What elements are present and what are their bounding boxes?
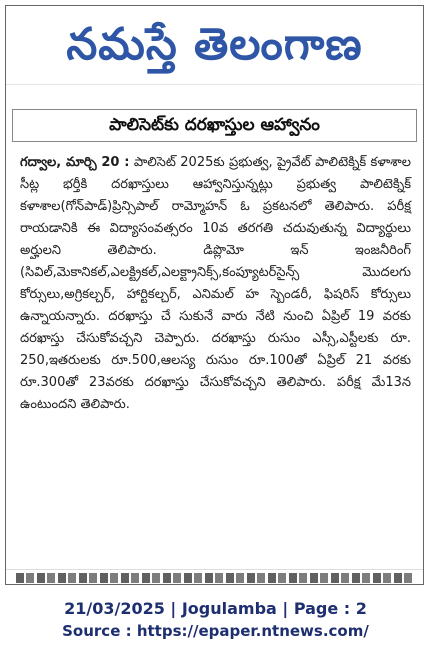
clip-footer — [0, 598, 431, 642]
masthead — [6, 6, 423, 85]
newspaper-clipping — [5, 5, 424, 585]
footer-date-edition-page: 21/03/2025 | Jogulamba | Page : 2 — [64, 599, 367, 618]
newspaper-logo: నమస్తే తెలంగాణ — [66, 19, 363, 70]
article-body-block — [6, 152, 423, 416]
cropped-text-strip — [16, 573, 413, 583]
cropped-next-headline — [6, 569, 423, 584]
article-body-text: పాలిసెట్ 2025కు ప్రభుత్వ, ప్రైవేట్ పాలిటెక్నిక్ కళాశాల సీట్ల భర్తీకి దరఖాస్తులు ఆహ్వానిస్తున్నట్లు ప్రభుత్వ పాలిటెక్నిక్ కళాశాల(గోన్‌పాడ్)ప్రిన్సిపాల్ రామ్మోహన్ ఓ ప్రకటనలో తెలిపారు. పరీక్ష రాయడానికి ఈ విద్యాసంవత్సరం 10వ తరగతి చదువుతున్న విద్యార్థులు అర్హులని తెలిపారు. డిప్లొమో ఇన్ ఇంజనీరింగ్ (సివిల్,మెకానికల్,ఎలక్ట్రికల్,ఎలక్ట్రానిక్స్,కంప్యూటర్‌సైన్స్ మొదలగు కోర్సులు,అగ్రికల్చర్, హార్టికల్చర్, ఎనిమల్ హ స్బెండరీ, ఫిషరిస్ కోర్సులు ఉన్నాయన్నారు. దరఖాస్తు చే సుకునే వారు నేటి నుంచి ఏప్రిల్ 19 వరకు దరఖాస్తు చేసుకోవచ్చని చెప్పారు. దరఖాస్తు రుసుం ఎస్సీ,ఎస్టీలకు రూ. 250,ఇతరులకు రూ.500,ఆలస్య రుసుం రూ.100తో ఏప్రిల్ 21 వరకు రూ.300తో 23వరకు దరఖాస్తు చేసుకోవచ్చని తెలిపారు. పరీక్ష మే13న ఉంటుందని తెలిపారు. — [20, 154, 411, 412]
article-headline: పాలిసెట్‌కు దరఖాస్తుల ఆహ్వానం — [12, 109, 417, 142]
article-dateline: గద్వాల, మార్చి 20 : — [20, 154, 130, 170]
footer-source: Source : https://epaper.ntnews.com/ — [62, 622, 369, 640]
clipping-cut-edge — [6, 85, 423, 101]
